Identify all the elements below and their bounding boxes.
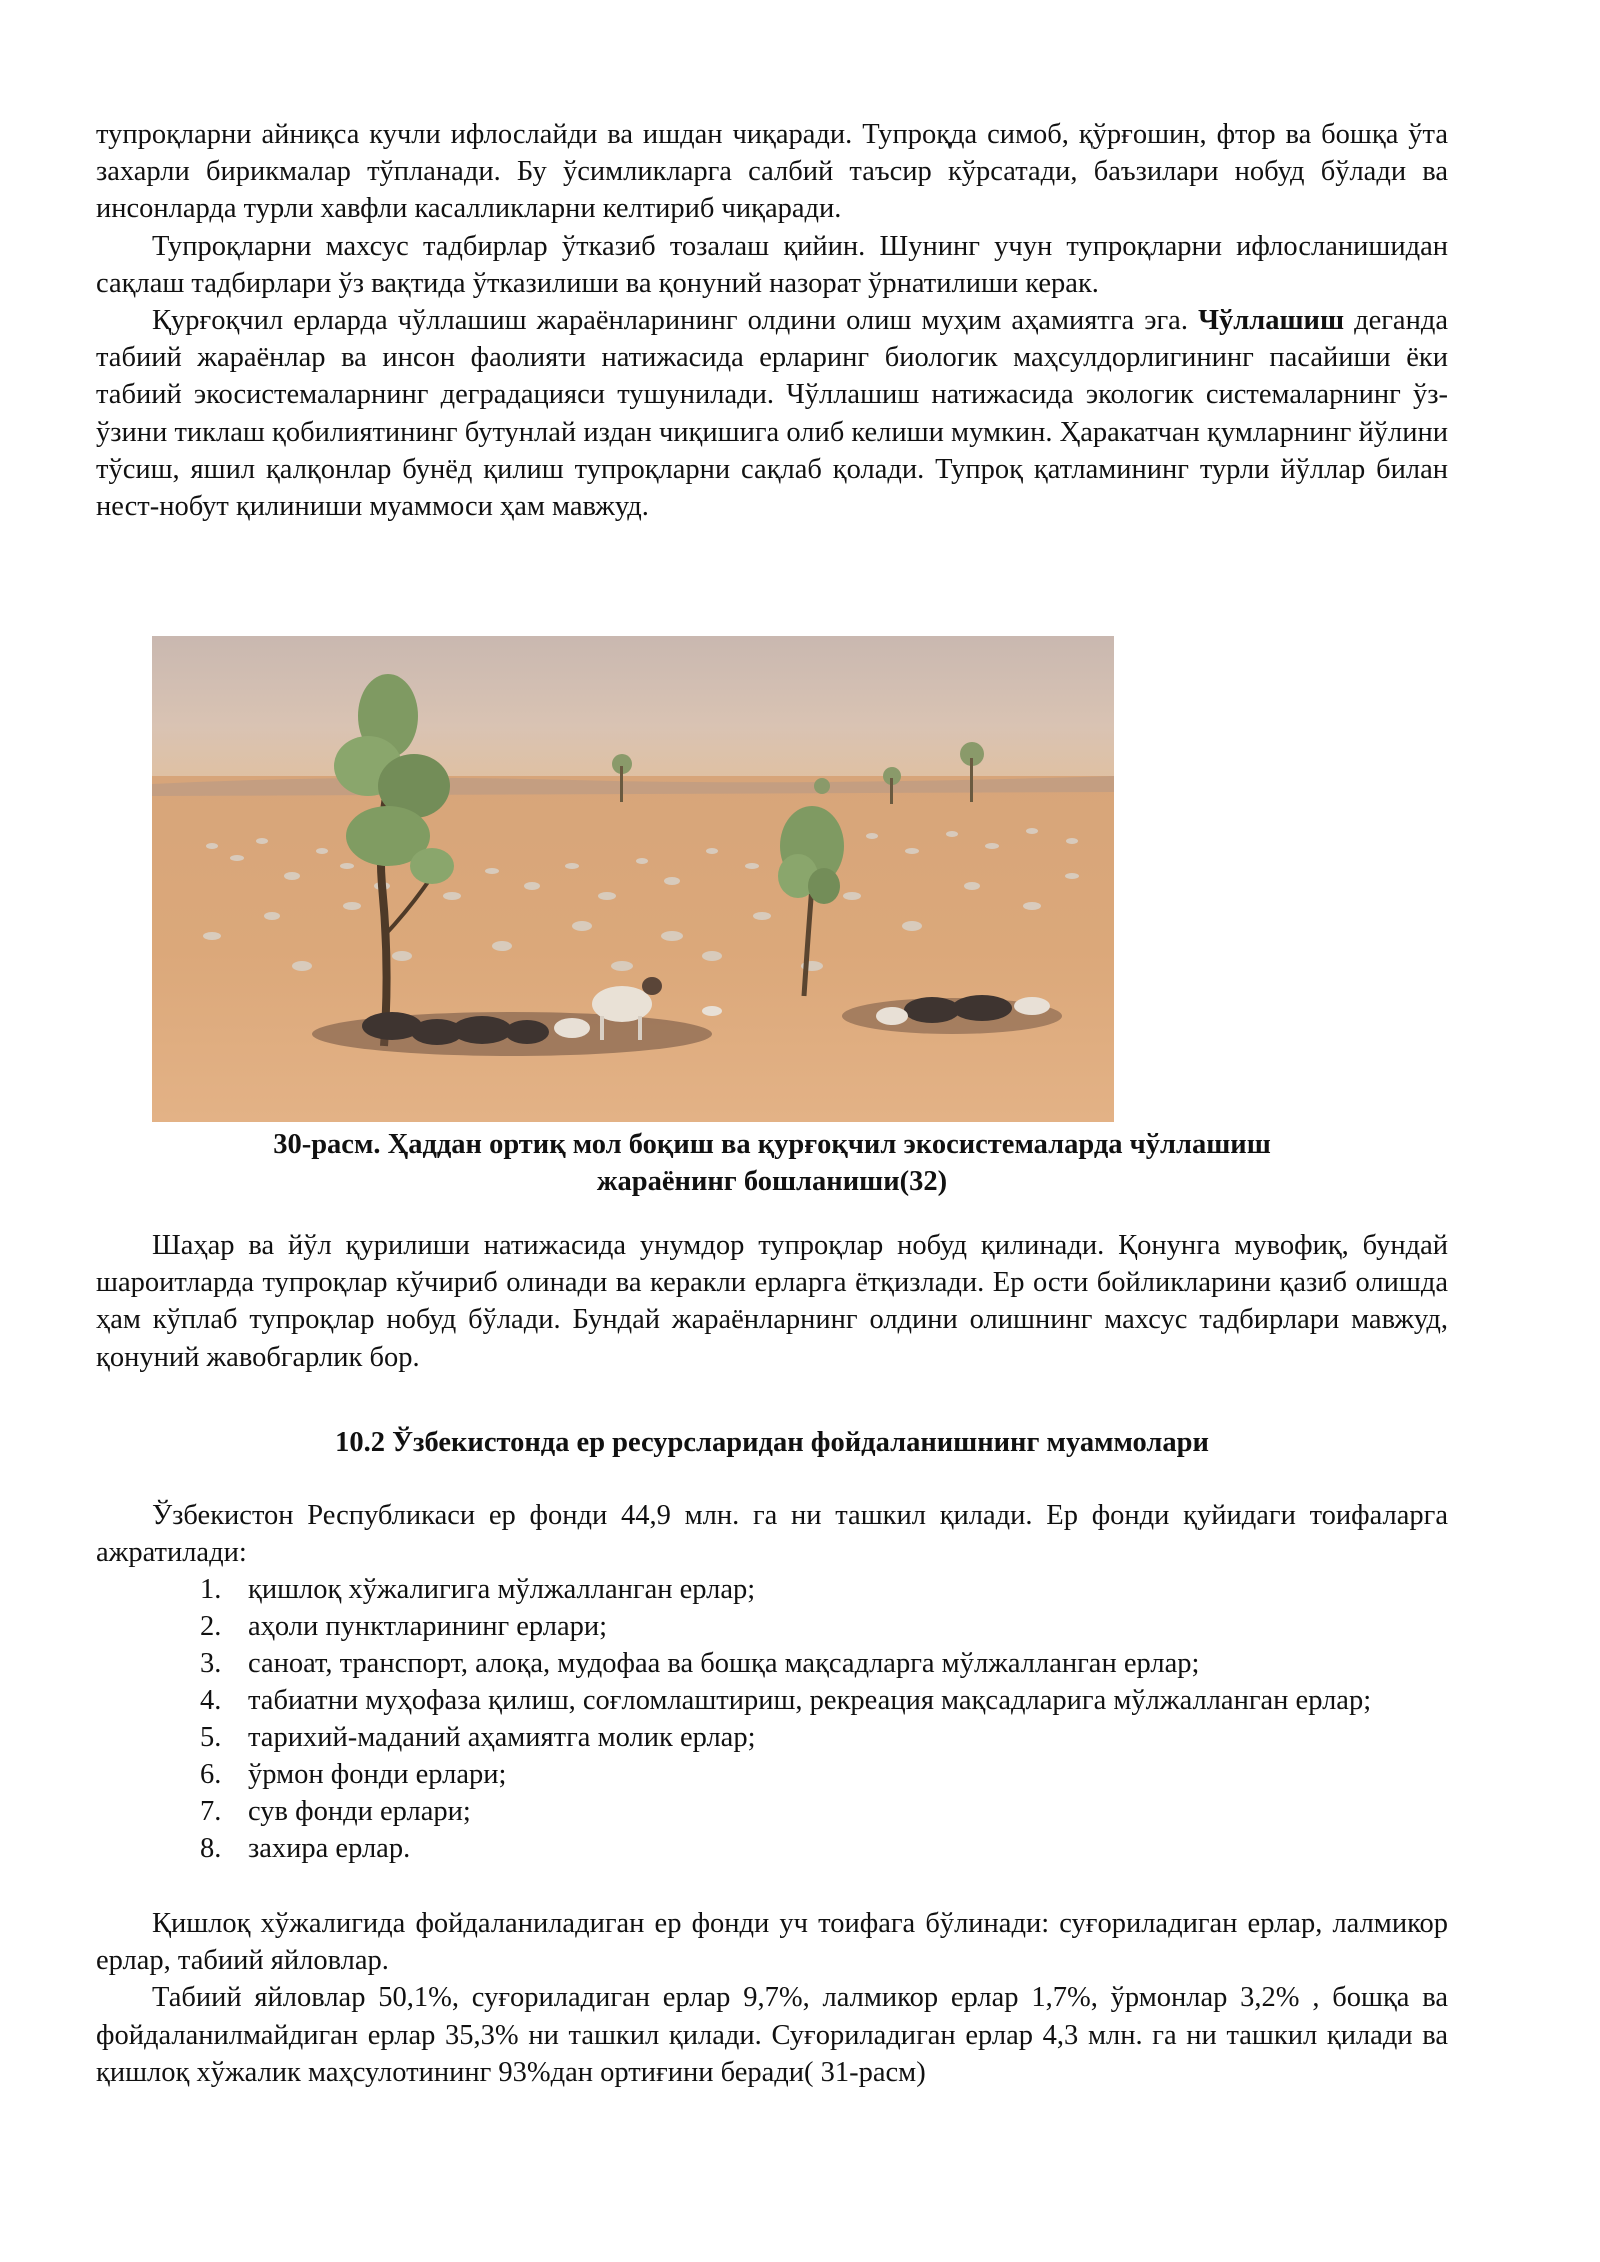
- mid-text: [96, 1227, 1448, 1376]
- list-item: 1. қишлоқ хўжалигига мўлжалланган ерлар;: [200, 1574, 756, 1605]
- list-item: 2. аҳоли пунктларининг ерлари;: [200, 1611, 608, 1642]
- desertification-term: Чўллашиш: [1198, 305, 1344, 337]
- list-item: 5. тарихий-маданий аҳамиятга молик ерлар;: [200, 1722, 756, 1753]
- desertification-intro: Қурғоқчил ерларда чўллашиш жараёнларининг олдини олиш муҳим аҳамиятга эга.: [152, 305, 1188, 337]
- list-item: 7. сув фонди ерлари;: [200, 1796, 471, 1827]
- land-categories-list: [96, 1571, 1448, 1867]
- list-item: 3. саноат, транспорт, алоқа, мудофаа ва бошқа мақсадларга мўлжалланган ерлар;: [200, 1648, 1200, 1679]
- section-intro-block: [96, 1497, 1448, 1571]
- top-text: [96, 116, 1448, 525]
- caption-line-2: жараёнинг бошланиши(32): [596, 1166, 948, 1197]
- paragraph-construction: Шаҳар ва йўл қурилиши натижасида унумдор тупроқлар нобуд қилинади. Қонунга мувофиқ, бундай шароитларда тупроқлар кўчириб олинади ва керакли ерларга ётқизлади. Ер ости бойликларини қазиб олишда ҳам кўплаб тупроқлар нобуд бўлади. Бундай жараёнларнинг олдини олишнинг махсус тадбирлари мавжуд, қонуний жавобгарлик бор.: [96, 1230, 1448, 1373]
- bottom-text: [96, 1905, 1448, 2091]
- list-item: 8. захира ерлар.: [200, 1833, 411, 1864]
- paragraph-soil-pollution: тупроқларни айниқса кучли ифлослайди ва ишдан чиқаради. Тупроқда симоб, қўрғошин, фтор ва бошқа ўта захарли бирикмалар тўпланади. Бу ўсимликларга салбий таъсир кўрсатади, баъзилари нобуд бўлади ва инсонларда турли хавфли касалликларни келтириб чиқаради.: [96, 119, 1448, 225]
- paragraph-desertification: [96, 302, 1448, 525]
- paragraph-agri-land: Қишлоқ хўжалигида фойдаланиладиган ер фонди уч тоифага бўлинади: суғориладиган ерлар, лалмикор ерлар, табиий яйловлар.: [96, 1908, 1448, 1977]
- figure-caption: [96, 1126, 1448, 1200]
- paragraph-soil-cleaning: Тупроқларни махсус тадбирлар ўтказиб тозалаш қийин. Шунинг учун тупроқларни ифлосланишидан сақлаш тадбирлари ўз вақтида ўтказилиши ва қонуний назорат ўрнатилиши керак.: [96, 230, 1448, 299]
- figure-desert-photo: [152, 636, 1114, 1122]
- list-item: 6. ўрмон фонди ерлари;: [200, 1759, 507, 1790]
- sand-ground: [152, 776, 1114, 1122]
- caption-line-1: 30-расм. Ҳаддан ортиқ мол боқиш ва қурғоқчил экосистемаларда чўллашиш: [273, 1129, 1271, 1160]
- desert-grazing-photo: [152, 636, 1114, 1122]
- section-heading: 10.2 Ўзбекистонда ер ресурсларидан фойдаланишнинг муаммолари: [335, 1427, 1209, 1458]
- list-item: 4. табиатни муҳофаза қилиш, соғломлаштириш, рекреация мақсадларига мўлжалланган ерлар;: [200, 1685, 1372, 1716]
- desertification-definition: деганда табиий жараёнлар ва инсон фаолияти натижасида ерларинг биологик маҳсулдорлигининг пасайиши ёки табиий экосистемаларнинг деградацияси тушунилади. Чўллашиш натижасида экологик системаларнинг ўз-ўзини тиклаш қобилиятининг бутунлай издан чиқишига олиб келиши мумкин. Ҳаракатчан қумларнинг йўлини тўсиш, яшил қалқонлар бунёд қилиш тупроқларни сақлаб қолади. Тупроқ қатламининг турли йўллар билан нест-нобут қилиниши муаммоси ҳам мавжуд.: [96, 305, 1448, 523]
- paragraph-land-fund: Ўзбекистон Республикаси ер фонди 44,9 млн. га ни ташкил қилади. Ер фонди қуйидаги тоифаларга ажратилади:: [96, 1500, 1448, 1569]
- paragraph-land-percentages: Табиий яйловлар 50,1%, суғориладиган ерлар 9,7%, лалмикор ерлар 1,7%, ўрмонлар 3,2% , бошқа ва фойдаланилмайдиган ерлар 35,3% ни ташкил қилади. Суғориладиган ерлар 4,3 млн. га ни ташкил қилади ва қишлоқ хўжалик маҳсулотининг 93%дан ортиғини беради( 31-расм): [96, 1982, 1448, 2088]
